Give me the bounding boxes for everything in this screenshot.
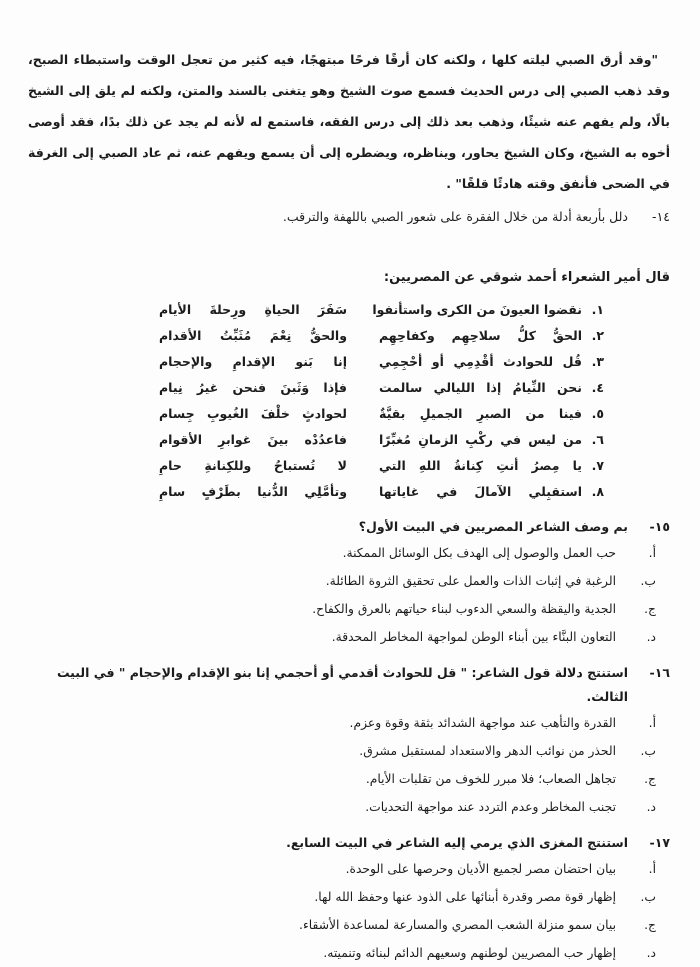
verse-number: ٢. [591,328,604,343]
option-text: الرغبة في إثبات الذات والعمل على تحقيق الثروة الطائلة. [325,574,616,588]
option-text: تجاهل الصعاب؛ فلا مبرر للخوف من تقلبات الأيام. [365,772,616,786]
verse-second-hemistich: لحوادثٍ خلْفَ الغُيوبِ جِسام [159,406,347,421]
question-16-option-c [28,765,670,793]
option-letter: ج. [644,772,656,786]
question-15-stem [28,515,670,539]
poem-verse-4 [28,375,604,401]
question-15-text: بم وصف الشاعر المصريين في البيت الأول؟ [358,519,628,534]
poem-verse-3 [28,349,604,375]
verse-number: ٨. [591,484,604,499]
question-16-option-b [28,737,670,765]
option-letter: أ. [648,716,656,730]
poem-intro: قال أمير الشعراء أحمد شوقي عن المصريين: [383,270,670,285]
question-15-number: ١٥- [649,519,670,534]
verse-second-hemistich: فاعدُدْه بينَ غوابرِ الأقوام [159,432,347,447]
verse-first-hemistich: استقبِلي الآمالَ في غاياتها [379,484,582,499]
verse-number: ١. [591,302,604,317]
verse-number: ٧. [591,458,604,473]
question-14-number: ١٤- [652,209,670,224]
question-16 [28,661,670,821]
question-17-option-a [28,855,670,883]
option-letter: ب. [640,890,656,904]
verse-first-hemistich: يا مِصرُ أنتِ كِنانةُ اللهِ التي [379,458,582,473]
question-15-option-b [28,567,670,595]
option-text: القدرة والتأهب عند مواجهة الشدائد بثقة وقوة وعزم. [349,716,616,730]
question-14-text: دلل بأربعة أدلة من خلال الفقرة على شعور الصبي باللهفة والترقب. [282,209,628,224]
verse-number: ٣. [591,354,604,369]
option-text: الحذر من نوائب الدهر والاستعداد لمستقبل مشرق. [359,744,616,758]
question-17-option-b [28,883,670,911]
verse-number: ٦. [591,432,604,447]
question-16-text: استنتج دلالة قول الشاعر: " قل للحوادث أقدمي أو أحجمي إنا بنو الإقدام والإحجام " في البيت الثالث. [56,665,628,704]
poem-verse-7 [28,453,604,479]
option-letter: ج. [644,602,656,616]
question-17-option-c [28,911,670,939]
verse-second-hemistich: لا تُستباحُ وللكِنانةِ حامِ [159,458,347,473]
question-17-option-d [28,939,670,967]
option-text: بيان سمو منزلة الشعب المصري والمسارعة لمساعدة الأشقاء. [299,918,616,932]
question-14 [28,205,670,229]
question-15 [28,515,670,651]
verse-second-hemistich: فإذا وَثَبنَ فنحن غيرُ نِيام [159,380,347,395]
option-text: تجنب المخاطر وعدم التردد عند مواجهة التحديات. [365,800,616,814]
verse-second-hemistich: وتأمَّلِي الدُّنيا بطَرْفٍ سامِ [159,484,347,499]
verse-second-hemistich: والحقُّ نِعْمَ مُثَبِّتُ الأقدام [159,328,347,343]
poem-verse-8 [28,479,604,505]
option-text: حب العمل والوصول إلى الهدف بكل الوسائل الممكنة. [342,546,616,560]
option-letter: أ. [648,546,656,560]
verse-first-hemistich: قُل للحوادث أقْدِمِي أو أحْجِمِي [379,354,582,369]
question-16-option-d [28,793,670,821]
option-letter: د. [646,800,656,814]
verse-number: ٥. [591,406,604,421]
option-letter: د. [646,630,656,644]
option-letter: د. [646,946,656,960]
verse-first-hemistich: من ليس في ركْبِ الزمانِ مُغبِّرًا [379,432,582,447]
question-15-option-d [28,623,670,651]
option-letter: أ. [648,862,656,876]
question-15-option-a [28,539,670,567]
question-16-option-a [28,709,670,737]
option-text: إظهار حب المصريين لوطنهم وسعيهم الدائم لبنائه وتنميته. [323,946,616,960]
option-letter: ج. [644,918,656,932]
verse-first-hemistich: فينا من الصبرِ الجميلِ بقيَّةٌ [379,406,582,421]
intro-paragraph: "وقد أرق الصبي ليلته كلها ، ولكنه كان أرقًا فرحًا مبتهجًا، فيه كثير من تعجل الوقت واستبطاء الصبح، وقد ذهب الصبي إلى درس الحديث فسمع صوت الشيخ وهو يتغنى بالسند والمتن، ولكنه لم يلق إلى الشيخ بالًا، ولم يفهم عنه شيئًا، وذهب بعد ذلك إلى درس الفقه، فاستمع له لأنه لم يجد عن ذلك بدًا، فقد أوصى أخوه به الشيخ، وكان الشيخ يحاور، ويناظره، ويضطره إلى أن يسمع ويفهم عنه، ثم عاد الصبي إلى الغرفة في الضحى فأنفق وقته هادئًا قلقًا" . [28,52,670,191]
poem-verse-2 [28,323,604,349]
question-15-option-c [28,595,670,623]
option-text: الجدية واليقظة والسعي الدءوب لبناء حياتهم بالعرق والكفاح. [312,602,616,616]
poem-verse-1 [28,297,604,323]
question-17 [28,831,670,967]
question-16-stem [28,661,670,709]
poem-verse-5 [28,401,604,427]
poem [28,297,604,505]
option-text: إظهار قوة مصر وقدرة أبنائها على الذود عنها وحفظ الله لها. [314,890,616,904]
verse-first-hemistich: نقضوا العيونَ من الكرى واستأنفوا [372,302,582,317]
question-17-stem [28,831,670,855]
question-17-number: ١٧- [649,835,670,850]
verse-first-hemistich: نحن النِّيامُ إذا الليالي سالمت [379,380,582,395]
option-text: بيان احتضان مصر لجميع الأديان وحرصها على الوحدة. [345,862,616,876]
verse-first-hemistich: الحقُّ كلُّ سلاحِهِم وكفاحِهِم [379,328,582,343]
verse-number: ٤. [591,380,604,395]
verse-second-hemistich: سَفَرَ الحياةِ ورِحلةَ الأيام [159,302,347,317]
verse-second-hemistich: إنا بَنو الإقدامِ والإحجام [159,354,347,369]
poem-verse-6 [28,427,604,453]
question-17-text: استنتج المغزى الذي يرمي إليه الشاعر في البيت السابع. [286,835,628,850]
option-letter: ب. [640,744,656,758]
option-text: التعاون البنَّاء بين أبناء الوطن لمواجهة المخاطر المحدقة. [331,630,616,644]
question-16-number: ١٦- [649,665,670,680]
option-letter: ب. [640,574,656,588]
